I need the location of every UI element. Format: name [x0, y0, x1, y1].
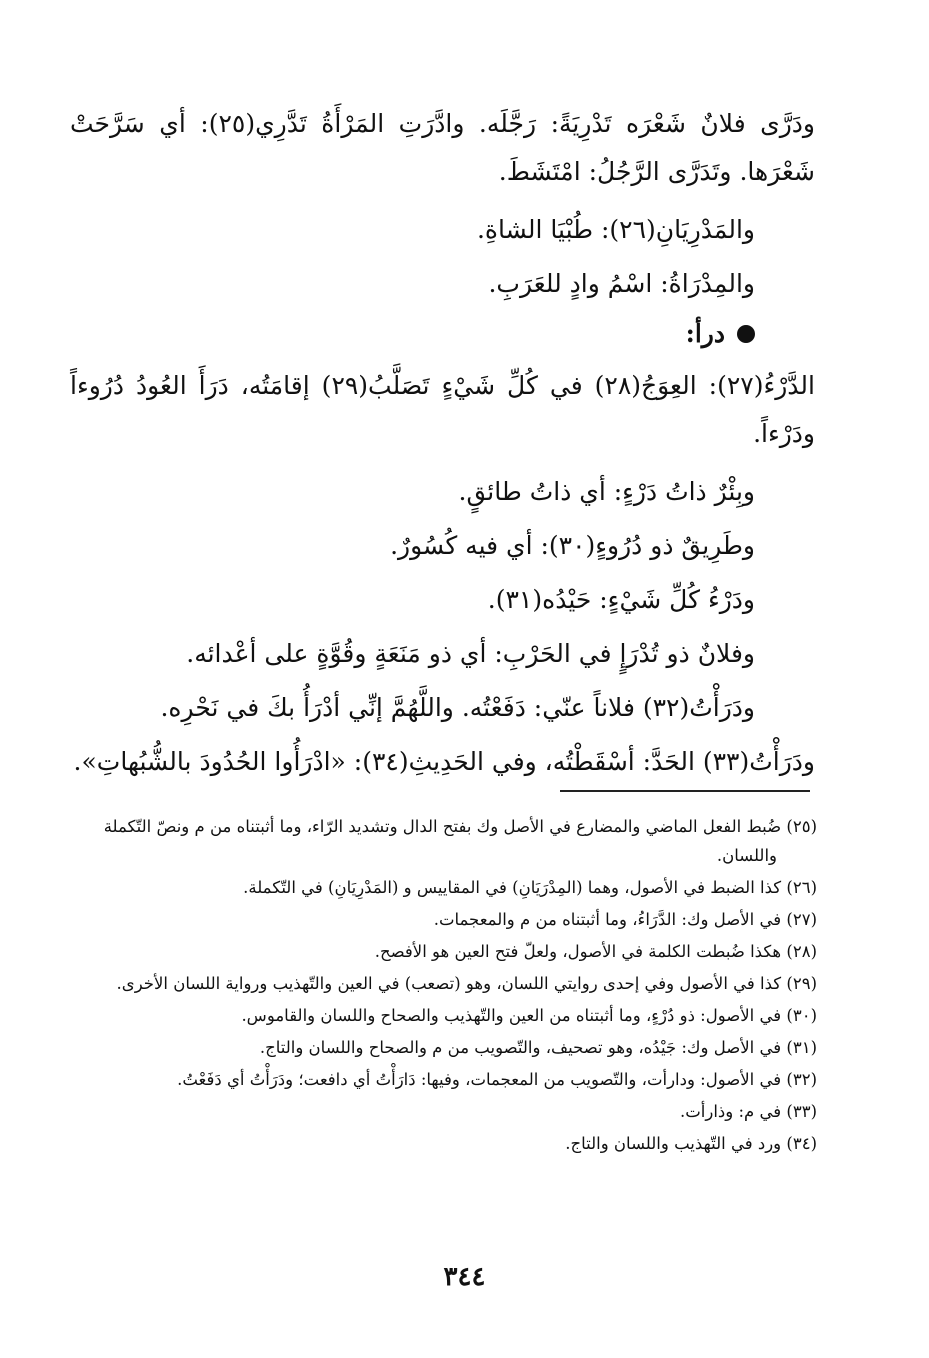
- paragraph: ودَرَأْتُ(٣٢) فلاناً عنّي: دَفَعْتُه. واللَّهُمَّ إنِّي أدْرَأُ بكَ في نَحْرِه.: [160, 693, 755, 722]
- paragraph: وفلانٌ ذو تُدْرَإٍ في الحَرْبِ: أي ذو مَنَعَةٍ وقُوَّةٍ على أعْدائه.: [186, 639, 755, 668]
- paragraph: والمَدْرِيَانِ(٢٦): طُبْيَا الشاةِ.: [476, 215, 755, 244]
- entry-heading: [70, 314, 815, 354]
- bullet-icon: [737, 325, 755, 343]
- paragraph: والمِدْرَاةُ: اسْمُ وادٍ للعَرَبِ.: [488, 269, 755, 298]
- footnote: (٣٢) في الأصول: ودارأت، والتّصويب من المعجمات، وفيها: دَارَأْتُ أي دافعت؛ ودَرَأْتُ أي دَفَعْتُ.: [177, 1070, 817, 1089]
- main-text: [70, 100, 815, 792]
- footnote: (٢٨) هكذا ضُبطت الكلمة في الأصول، ولعلّ فتح العين هو الأفصح.: [374, 942, 817, 961]
- footnote: (٢٥) ضُبط الفعل الماضي والمضارع في الأصل وك بفتح الدال وتشديد الرّاء، وما أثبتناه من م ونصّ التّكملة واللسان.: [103, 817, 817, 865]
- paragraph: وبِئْرٌ ذاتُ دَرْءٍ: أي ذاتُ طائقٍ.: [458, 477, 755, 506]
- footnotes: [75, 812, 817, 1161]
- footnote: (٢٦) كذا الضبط في الأصول، وهما (المِدْرَيَانِ) في المقاييس و (المَدْرِيَانِ) في التّكملة.: [243, 878, 817, 897]
- footnote: (٢٧) في الأصل وك: الدَّرَاءُ، وما أثبتناه من م والمعجمات.: [433, 910, 817, 929]
- page-number: ٣٤٤: [443, 1262, 486, 1292]
- footnote: (٣٠) في الأصول: ذو دُرْءٍ، وما أثبتناه من العين والتّهذيب والصحاح واللسان والقاموس.: [241, 1006, 817, 1025]
- paragraph: ودَرَأْتُ(٣٣) الحَدَّ: أسْقَطْتُه، وفي الحَدِيثِ(٣٤): «ادْرَأُوا الحُدُودَ بالشُّبُهاتِ».: [73, 747, 815, 776]
- footnote: (٣١) في الأصل وك: جَيْدُه، وهو تصحيف، والتّصويب من م والصحاح واللسان والتاج.: [259, 1038, 817, 1057]
- paragraph: ودَرَّى فلانٌ شَعْرَه تَدْرِيَةً: رَجَّلَه. وادَّرَتِ المَرْأَةُ تَدَّرِي(٢٥): أي سَرَّحَتْ شَعْرَها. وتَدَرَّى الرَّجُلُ: امْتَشَطَ.: [70, 109, 816, 186]
- paragraph: ودَرْءُ كُلِّ شَيْءٍ: حَيْدُه(٣١).: [487, 585, 755, 614]
- paragraph: وطَرِيقٌ ذو دُرُوءٍ(٣٠): أي فيه كُسُورٌ.: [390, 531, 755, 560]
- footnote-divider: [560, 790, 810, 792]
- footnote: (٣٤) ورد في التّهذيب واللسان والتاج.: [565, 1134, 817, 1153]
- footnote: (٣٣) في م: وذارأت.: [680, 1102, 817, 1121]
- footnote: (٢٩) كذا في الأصول وفي إحدى روايتي اللسان، وهو (تصعب) في العين والتّهذيب ورواية اللسان الأخرى.: [116, 974, 817, 993]
- entry-heading-label: درأ:: [685, 319, 725, 348]
- paragraph: الدَّرْءُ(٢٧): العِوَجُ(٢٨) في كُلِّ شَيْءٍ تَصَلَّبُ(٢٩) إقامَتُه، دَرَأَ العُودُ دُرُوءاً ودَرْءاً.: [70, 371, 815, 448]
